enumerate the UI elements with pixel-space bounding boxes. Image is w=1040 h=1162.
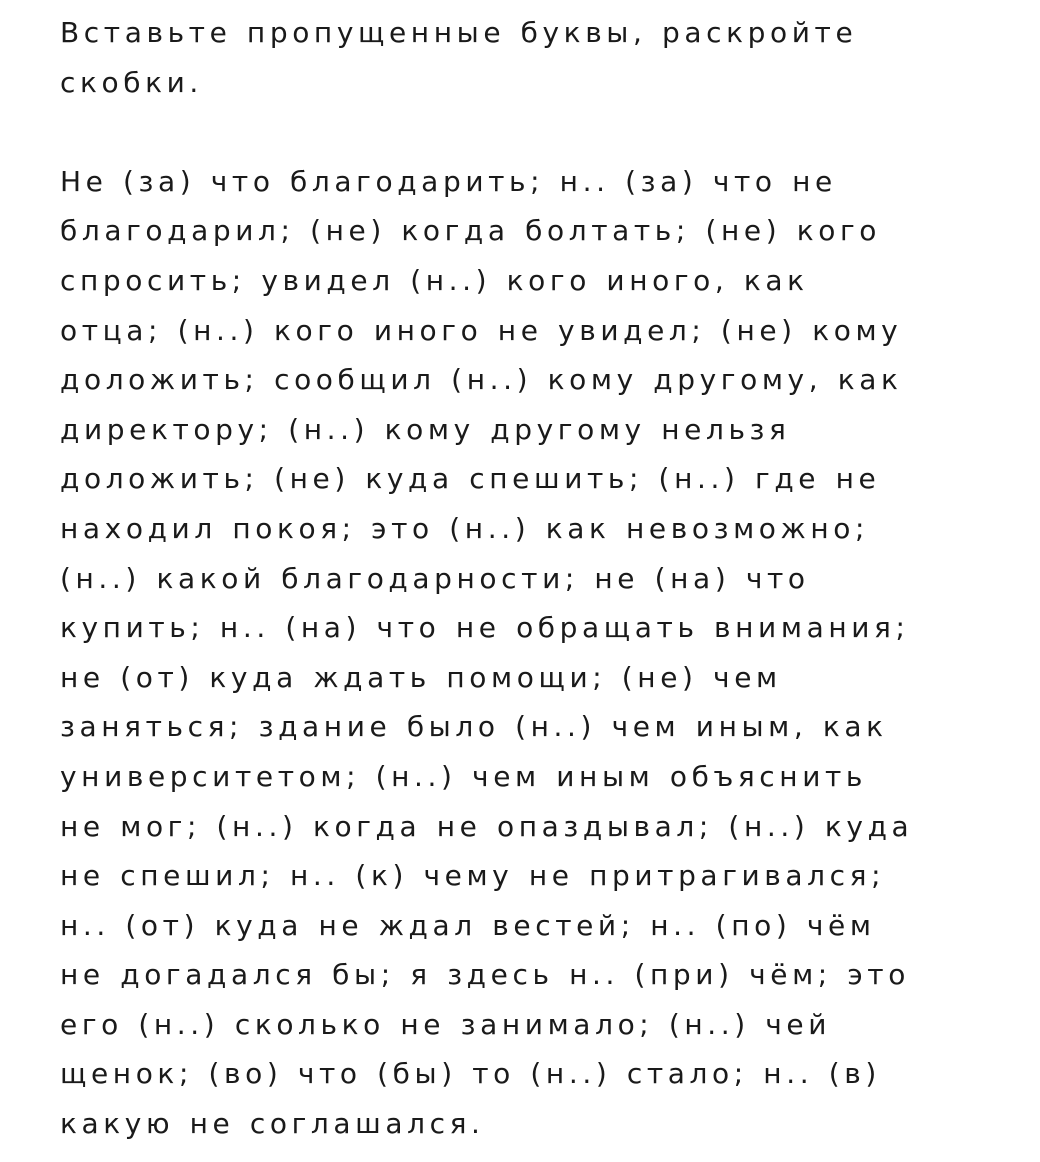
text-line: директору; (н..) кому другому нельзя bbox=[60, 412, 791, 446]
paragraph-gap bbox=[60, 107, 1020, 157]
text-line: не спешил; н.. (к) чему не притрагивался; bbox=[60, 859, 886, 893]
text-line: купить; н.. (на) что не обращать внимания; bbox=[60, 611, 910, 645]
text-line: его (н..) сколько не занимало; (н..) чей bbox=[60, 1007, 832, 1041]
text-line: доложить; (не) куда спешить; (н..) где не bbox=[60, 462, 881, 496]
instruction-paragraph bbox=[60, 8, 1020, 107]
text-line: Не (за) что благодарить; н.. (за) что не bbox=[60, 164, 837, 198]
exercise-paragraph bbox=[60, 157, 1020, 1149]
text-line: доложить; сообщил (н..) кому другому, как bbox=[60, 363, 903, 397]
text-line: скобки. bbox=[60, 65, 203, 99]
text-line: не (от) куда ждать помощи; (не) чем bbox=[60, 660, 782, 694]
text-line: (н..) какой благодарности; не (на) что bbox=[60, 561, 810, 595]
text-line: университетом; (н..) чем иным объяснить bbox=[60, 759, 868, 793]
text-line: Вставьте пропущенные буквы, раскройте bbox=[60, 16, 858, 49]
text-line: н.. (от) куда не ждал вестей; н.. (по) чём bbox=[60, 908, 876, 942]
text-line: не мог; (н..) когда не опаздывал; (н..) куда bbox=[60, 809, 914, 843]
text-line: не догадался бы; я здесь н.. (при) чём; это bbox=[60, 958, 910, 992]
text-line: заняться; здание было (н..) чем иным, как bbox=[60, 710, 888, 744]
text-line: отца; (н..) кого иного не увидел; (не) кому bbox=[60, 313, 903, 347]
text-line: находил покоя; это (н..) как невозможно; bbox=[60, 511, 870, 545]
document-text bbox=[60, 8, 1020, 1149]
text-line: благодарил; (не) когда болтать; (не) кого bbox=[60, 214, 882, 248]
text-line: спросить; увидел (н..) кого иного, как bbox=[60, 263, 809, 297]
text-line: щенок; (во) что (бы) то (н..) стало; н.. (в) bbox=[60, 1057, 881, 1091]
text-line: какую не соглашался. bbox=[60, 1107, 485, 1141]
